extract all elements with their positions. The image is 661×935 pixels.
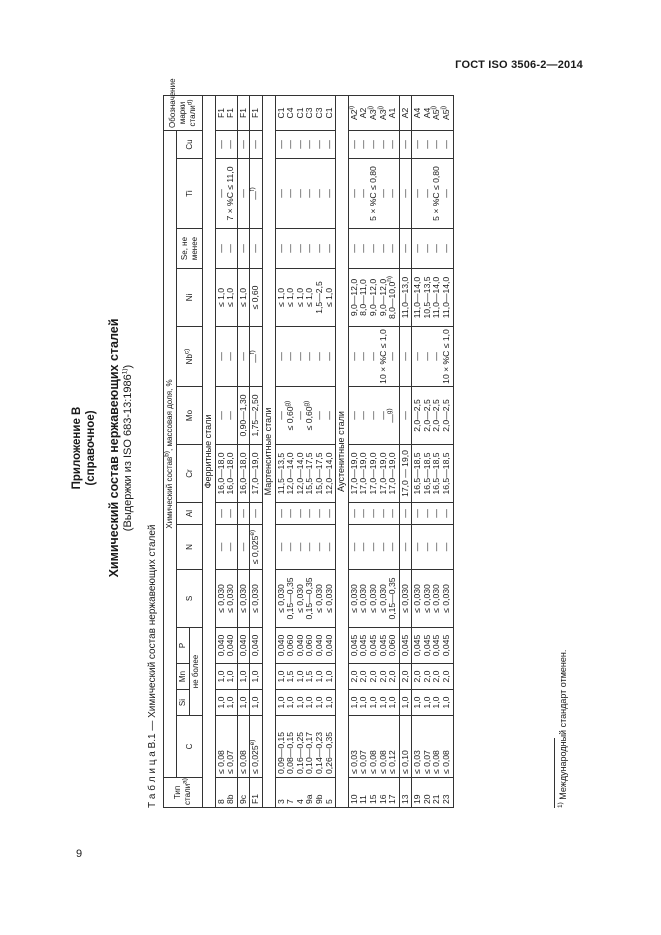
table-cell: ≤ 0,03 ≤ 0,07 ≤ 0,08 ≤ 0,08 xyxy=(412,716,453,778)
table-cell: — — 5 × %C ≤ 0,80 — — xyxy=(348,159,399,229)
section-row xyxy=(203,95,216,807)
section-row xyxy=(262,95,275,807)
table-cell: ≤ 0,08 xyxy=(237,716,250,778)
col-nb: Nb$^{c)}$ xyxy=(177,327,203,387)
table-cell: — — — — — — xyxy=(275,229,336,269)
table-cell: — — — — — — xyxy=(275,525,336,570)
standard-number: ГОСТ ISO 3506-2—2014 xyxy=(455,59,583,71)
table-cell: 19 20 21 23 xyxy=(412,778,453,808)
table-cell: — xyxy=(250,503,263,525)
table-cell: — — — — — — xyxy=(275,327,336,387)
table-cell: — — — — — xyxy=(348,229,399,269)
table-cell: 13 xyxy=(399,778,412,808)
table-cell: 8 8b xyxy=(215,778,237,808)
table-cell: ≤ 0,030 ≤ 0,030 ≤ 0,030 ≤ 0,030 xyxy=(412,570,453,628)
table-body xyxy=(203,95,454,807)
table-row xyxy=(215,95,237,807)
page-subheading: (Выдержки из ISO 683-13:1986$^{1)}$) xyxy=(121,364,134,532)
table-cell: 0,045 0,045 0,045 0,045 xyxy=(412,628,453,664)
table-row xyxy=(237,95,250,807)
table-cell: 1,0 1,0 xyxy=(215,690,237,716)
table-cell: 11,0—14,0 10,5—13,5 11,0—14,0 11,0—14,0 xyxy=(412,269,453,327)
table-cell: 17,0—19,0 xyxy=(250,445,263,503)
table-cell: — xyxy=(399,503,412,525)
table-cell: 1,0 1,0 1,0 1,0 xyxy=(412,690,453,716)
table-cell: ≤ 0,030 ≤ 0,030 xyxy=(215,570,237,628)
table-cell: 16,0—18,0 16,0—18,0 xyxy=(215,445,237,503)
table-cell: ≤ 0,08 ≤ 0,07 xyxy=(215,716,237,778)
table-cell: — — xyxy=(215,525,237,570)
table-cell: 1,0 1,0 xyxy=(215,664,237,690)
table-cell: —$^{f)}$ xyxy=(250,159,263,229)
table-cell: — — — — — xyxy=(348,525,399,570)
table-cell: — xyxy=(399,525,412,570)
col-mark: Обозначение марки стали$^{d)}$ xyxy=(164,95,203,130)
table-cell: — — — 10 × %C ≤ 1,0 — xyxy=(348,327,399,387)
table-cell: — xyxy=(237,159,250,229)
table-cell: F1 xyxy=(250,778,263,808)
col-cu: Cu xyxy=(177,130,203,158)
table-cell: — xyxy=(250,229,263,269)
table-cell: — — — — — — xyxy=(275,159,336,229)
table-cell: ≤ 1,0 ≤ 1,0 xyxy=(215,269,237,327)
table-cell: 1,0 xyxy=(250,664,263,690)
table-cell: 1,0 1,0 1,0 1,0 1,0 1,0 xyxy=(275,690,336,716)
table-cell: F1 xyxy=(250,95,263,130)
table-cell: — — xyxy=(215,229,237,269)
section-row xyxy=(336,95,349,807)
table-cell: — — — — xyxy=(412,130,453,158)
table-cell: — xyxy=(237,525,250,570)
col-si: Si xyxy=(177,690,190,716)
table-cell: 1,75—2,50 xyxy=(250,387,263,445)
table-cell: — — — — — xyxy=(348,130,399,158)
table-cell: — — 5 × %C ≤ 0,80 — xyxy=(412,159,453,229)
table-cell: 0,90—1,30 xyxy=(237,387,250,445)
table-cell: 1,0 xyxy=(237,664,250,690)
table-cell: — — — 10 × %C ≤ 1,0 xyxy=(412,327,453,387)
col-al: Al xyxy=(177,503,203,525)
table-cell: 9c xyxy=(237,778,250,808)
appendix-title: Приложение В xyxy=(71,406,83,490)
table-cell: 0,040 0,060 0,040 0,060 0,040 0,040 xyxy=(275,628,336,664)
page-heading: Химический состав нержавеющих сталей xyxy=(107,318,121,578)
table-cell: 17,0 — 19,0 xyxy=(399,445,412,503)
table-cell: 1,0 xyxy=(250,690,263,716)
table-cell: ≤ $0,025^{e)}$ xyxy=(250,716,263,778)
table-cell: 3 7 4 9a 9b 5 xyxy=(275,778,336,808)
col-c: C xyxy=(177,716,203,778)
table-cell: ≤ 0,030 0,15—0,35 ≤ 0,030 0,15—0,35 ≤ 0,030 ≤ 0,030 xyxy=(275,570,336,628)
table-cell: F1 xyxy=(237,95,250,130)
table-cell: — xyxy=(237,503,250,525)
table-cell: — xyxy=(399,387,412,445)
col-ni: Ni xyxy=(177,269,203,327)
table-cell: — — — — — — xyxy=(275,503,336,525)
table-cell: — xyxy=(399,327,412,387)
table-cell: — xyxy=(399,130,412,158)
table-cell: 10 11 15 16 17 xyxy=(348,778,399,808)
table-cell: ≤ 0,030 ≤ 0,030 ≤ 0,030 ≤ 0,030 0,15—0,35 xyxy=(348,570,399,628)
table-row xyxy=(275,95,336,807)
appendix-kind: (справочное) xyxy=(85,410,97,486)
col-mo: Mo xyxy=(177,387,203,445)
table-cell: 1,0 xyxy=(399,690,412,716)
table-cell: 16,5—18,5 16,5—18,5 16,5—18,5 16,5—18,5 xyxy=(412,445,453,503)
table-cell: 17,0—19,0 17,0—19,0 17,0—19,0 17,0—19,0 17,0—19,0 xyxy=(348,445,399,503)
col-group: Химический состав$^{b)}$, массовая доля, % xyxy=(164,130,177,777)
table-cell: ≤ 0,030 xyxy=(399,570,412,628)
table-cell: — xyxy=(237,130,250,158)
table-cell: F1 F1 xyxy=(215,95,237,130)
table-cell: ≤ 1,0 xyxy=(237,269,250,327)
table-cell: — xyxy=(237,327,250,387)
section-title: Мартенситные стали xyxy=(262,95,275,807)
table-cell: — ≤ $0,60^{g)}$ — ≤ $0,60^{g)}$ — — xyxy=(275,387,336,445)
table-cell: 2,0—2,5 2,0—2,5 2,0—2,5 2,0—2,5 xyxy=(412,387,453,445)
col-n: N xyxy=(177,525,203,570)
table-cell: A2$^{i)}$ A2 A3$^{j)}$ A3$^{j)}$ A1 xyxy=(348,95,399,130)
table-cell: 2,0 xyxy=(399,664,412,690)
table-cell: — — — — xyxy=(412,503,453,525)
page-number: 9 xyxy=(76,848,83,860)
table-cell: ≤ 1,0 ≤ 1,0 ≤ 1,0 ≤ 1,0 1,5—2,5 ≤ 1,0 xyxy=(275,269,336,327)
table-cell: 16,0—18,0 xyxy=(237,445,250,503)
table-cell: A4 A4 A5$^{j)}$ A5$^{j)}$ xyxy=(412,95,453,130)
table-cell: 0,045 xyxy=(399,628,412,664)
table-cell: — xyxy=(399,229,412,269)
table-cell: — xyxy=(250,130,263,158)
table-cell: — — — — —$^{g)}$ xyxy=(348,387,399,445)
table-cell: 11,0—13,0 xyxy=(399,269,412,327)
table-row xyxy=(399,95,412,807)
table-row xyxy=(348,95,399,807)
table-cell: 0,040 xyxy=(237,628,250,664)
table-cell: ≤ 0,10 xyxy=(399,716,412,778)
table-cell: 1,0 xyxy=(237,690,250,716)
section-title: Аустенитные стали xyxy=(336,95,349,807)
table-cell: — — xyxy=(215,327,237,387)
table-cell: C1 C4 C1 C3 C3 C1 xyxy=(275,95,336,130)
table-row xyxy=(412,95,453,807)
table-cell: A2 xyxy=(399,95,412,130)
table-cell: ≤ 0,030 xyxy=(237,570,250,628)
table-cell: 0,040 xyxy=(250,628,263,664)
table-cell: — — xyxy=(215,387,237,445)
table-cell: — — — — — xyxy=(348,503,399,525)
col-se: Se, не менее xyxy=(177,229,203,269)
table-cell: 1,0 1,0 1,0 1,0 1,0 xyxy=(348,690,399,716)
col-type: Тип стали$^{a)}$ xyxy=(164,778,203,808)
table-cell: 0,045 0,045 0,045 0,045 0,060 xyxy=(348,628,399,664)
col-p: P xyxy=(177,628,190,664)
rotated-content xyxy=(70,78,590,808)
table-cell: 11,5—13,5 12,0—14,0 12,0—14,0 15,5—17,5 15,0—17,5 12,0—14,0 xyxy=(275,445,336,503)
composition-table xyxy=(163,78,454,808)
table-cell: — — — — — — xyxy=(275,130,336,158)
table-row xyxy=(250,95,263,807)
footnote: $^{1)}$ Международный стандарт отменен. xyxy=(557,649,568,808)
table-cell: ≤ 0,60 xyxy=(250,269,263,327)
col-s: S xyxy=(177,570,203,628)
table-cell: — — xyxy=(215,503,237,525)
table-cell: — xyxy=(399,159,412,229)
col-cr: Cr xyxy=(177,445,203,503)
table-cell: — — — — xyxy=(412,229,453,269)
table-cell: 0,09—0,15 0,08—0,15 0,16—0,25 0,10—0,17 0,14—0,23 0,26—0,35 xyxy=(275,716,336,778)
table-caption: Т а б л и ц а В.1 — Химический состав нержавеющих сталей xyxy=(147,524,158,808)
table-cell: 2,0 2,0 2,0 2,0 2,0 xyxy=(348,664,399,690)
table-cell: ≤ 0,030 xyxy=(250,570,263,628)
table-cell: —$^{f)}$ xyxy=(250,327,263,387)
table-cell: 9,0—12,0 8,0—11,0 9,0—12,0 9,0—12,0 8,0—10,0$^{h)}$ xyxy=(348,269,399,327)
max-note: не более xyxy=(190,628,203,716)
table-cell: — xyxy=(237,229,250,269)
table-cell: ≤ $0,025^{e)}$ xyxy=(250,525,263,570)
table-cell: 1,0 1,5 1,0 1,5 1,0 1,0 xyxy=(275,664,336,690)
col-mn: Mn xyxy=(177,664,190,690)
table-cell: ≤ 0,03 ≤ 0,07 ≤ 0,08 ≤ 0,08 ≤ 0,12 xyxy=(348,716,399,778)
table-cell: — — — — xyxy=(412,525,453,570)
table-cell: 2,0 2,0 2,0 2,0 xyxy=(412,664,453,690)
table-cell: 0,040 0,040 xyxy=(215,628,237,664)
col-ti: Ti xyxy=(177,159,203,229)
footnote-rule xyxy=(554,738,555,808)
table-cell: — — xyxy=(215,130,237,158)
section-title: Ферритные стали xyxy=(203,95,216,807)
table-cell: — 7 × %C ≤ 11,0 xyxy=(215,159,237,229)
